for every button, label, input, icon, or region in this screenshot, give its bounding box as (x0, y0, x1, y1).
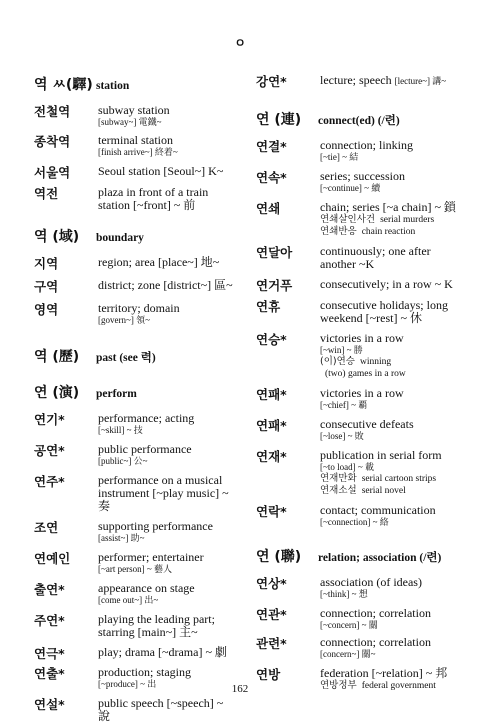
entry-gloss: association (of ideas) (320, 575, 422, 589)
right-column (256, 74, 456, 692)
entry-definition (320, 170, 456, 194)
heading-gloss: connect(ed) (/련) (318, 115, 400, 127)
entry-definition (320, 201, 456, 238)
entry-gloss: consecutive defeats (320, 417, 414, 431)
entry-definition (98, 412, 234, 436)
entry-etymology: [~win] ~ 勝 (320, 345, 363, 355)
entry-etymology: [~art person] ~ 藝人 (98, 564, 172, 574)
entry-word: 연결* (256, 139, 287, 154)
entry-gloss: federation [~relation] ~ 邦 (320, 666, 448, 680)
entry-gloss: connection; linking (320, 138, 413, 152)
entry-gloss: consecutive holidays; long weekend [~rest] ~ 休 (320, 298, 448, 325)
entry-definition (98, 302, 234, 326)
entry-definition (98, 474, 234, 513)
dictionary-entry (256, 278, 456, 293)
heading-word: 연 (聯) (256, 549, 302, 565)
heading-gloss: boundary (96, 232, 144, 244)
entry-definition (98, 279, 234, 292)
heading-word: 연 (演) (34, 385, 80, 401)
entry-gloss: connection; correlation (320, 606, 431, 620)
entry-gloss: consecutively; in a row ~ K (320, 277, 453, 291)
entry-etymology: [~concern] ~ 關 (320, 620, 378, 630)
entry-definition (320, 449, 456, 497)
dictionary-entry (256, 449, 456, 497)
dictionary-entry (256, 387, 456, 411)
entry-definition (320, 504, 456, 528)
entry-word: 연패* (256, 418, 287, 433)
sub-entry (320, 473, 456, 485)
dictionary-entry (256, 418, 456, 442)
left-column (34, 74, 234, 723)
sub-entry-word: 연재만화 (320, 473, 357, 484)
section-heading (34, 74, 234, 94)
entry-gloss: performance on a musical instrument [~play music] ~奏 (98, 473, 229, 513)
sub-entry (320, 356, 456, 368)
entry-word: 연락* (256, 504, 287, 519)
sub-entry-word: (이)연승 (320, 356, 355, 367)
heading-gloss: past (see 력) (96, 352, 156, 364)
entry-definition (98, 646, 234, 659)
entry-definition (320, 332, 456, 380)
sub-entry (320, 214, 456, 226)
heading-gloss: relation; association (/련) (318, 552, 442, 564)
dictionary-entry (34, 279, 234, 294)
dictionary-entry (256, 576, 456, 600)
entry-etymology: [~lose] ~ 敗 (320, 431, 364, 441)
entry-etymology: [govern~] 領~ (98, 315, 150, 325)
entry-gloss: district; zone [district~] 區~ (98, 278, 233, 292)
entry-definition (98, 613, 234, 639)
dictionary-entry (256, 504, 456, 528)
entry-gloss: region; area [place~] 地~ (98, 255, 220, 269)
entry-gloss: performer; entertainer (98, 550, 204, 564)
entry-gloss: territory; domain (98, 301, 180, 315)
entry-gloss-line (320, 74, 456, 87)
entry-etymology: [assist~] 助~ (98, 533, 145, 543)
entry-etymology: [concern~] 關~ (320, 649, 376, 659)
entry-word: 연휴 (256, 299, 281, 314)
entry-definition (320, 576, 456, 600)
sub-entry-gloss: federal government (361, 681, 436, 691)
dictionary-entry (34, 165, 234, 180)
heading-word: 연 (連) (256, 112, 302, 128)
sub-entry (320, 368, 456, 380)
entry-definition (98, 443, 234, 467)
entry-gloss: series; succession (320, 169, 405, 183)
dictionary-entry (256, 74, 456, 89)
entry-definition (98, 165, 234, 178)
entry-definition (98, 134, 234, 158)
entry-word: 연설* (34, 697, 65, 712)
dictionary-entry (256, 170, 456, 194)
entry-etymology: [subway~] 電鐵~ (98, 117, 162, 127)
dictionary-entry (256, 636, 456, 660)
heading-word: 역 (歷) (34, 349, 80, 365)
entry-gloss: chain; series [~a chain] ~ 鎖 (320, 200, 456, 214)
entry-definition (98, 697, 234, 723)
entry-etymology: [~skill] ~ 技 (98, 425, 143, 435)
dictionary-entry (256, 607, 456, 631)
entry-definition (320, 139, 456, 163)
entry-gloss: victories in a row (320, 331, 404, 345)
entry-gloss: plaza in front of a train station [~front] ~ 前 (98, 185, 209, 212)
sub-entry-gloss: winning (359, 357, 392, 367)
dictionary-entry (34, 697, 234, 723)
entry-gloss: performance; acting (98, 411, 195, 425)
entry-word: 구역 (34, 279, 59, 294)
entry-word: 연방 (256, 667, 281, 682)
entry-gloss: terminal station (98, 133, 173, 147)
entry-definition (98, 256, 234, 269)
entry-gloss: continuously; one after another ~K (320, 244, 431, 271)
entry-etymology: [public~] 公~ (98, 456, 148, 466)
entry-gloss: play; drama [~drama] ~ 劇 (98, 645, 227, 659)
entry-word: 연속* (256, 170, 287, 185)
dictionary-entry (34, 256, 234, 271)
entry-word: 영역 (34, 302, 59, 317)
entry-word: 서울역 (34, 165, 71, 180)
entry-definition (320, 607, 456, 631)
entry-etymology: [~continue] ~ 續 (320, 183, 381, 193)
entry-etymology: [~chief] ~ 覇 (320, 400, 368, 410)
entry-word: 출연* (34, 582, 65, 597)
entry-definition (98, 186, 234, 212)
dictionary-entry (34, 134, 234, 158)
heading-gloss: station (96, 80, 130, 92)
entry-gloss: publication in serial form (320, 448, 442, 462)
section-heading (34, 346, 234, 366)
dictionary-entry (34, 582, 234, 606)
entry-gloss: production; staging (98, 665, 191, 679)
entry-gloss: playing the leading part; starring [main~] 主~ (98, 612, 215, 639)
entry-definition (98, 582, 234, 606)
entry-word: 연관* (256, 607, 287, 622)
entry-gloss: lecture; speech (320, 73, 392, 87)
entry-etymology: [~connection] ~ 絡 (320, 517, 389, 527)
sub-entry (320, 226, 456, 238)
entry-word: 연극* (34, 646, 65, 661)
dictionary-entry (256, 332, 456, 380)
entry-etymology: [come out~] 出~ (98, 595, 159, 605)
entry-word: 연상* (256, 576, 287, 591)
dictionary-entry (34, 520, 234, 544)
entry-word: 강연* (256, 74, 287, 89)
entry-gloss: connection; correlation (320, 635, 431, 649)
page-number: 162 (231, 683, 249, 695)
dictionary-entry (34, 186, 234, 212)
entry-word: 연승* (256, 332, 287, 347)
sub-entry-gloss: chain reaction (361, 227, 416, 237)
entry-gloss: supporting performance (98, 519, 213, 533)
sub-entry-word: 연쇄살인사건 (320, 214, 376, 225)
sub-entry-gloss: serial cartoon strips (361, 474, 437, 484)
entry-definition (98, 520, 234, 544)
entry-etymology: [finish arrive~] 終着~ (98, 147, 178, 157)
entry-word: 연예인 (34, 551, 71, 566)
entry-definition (98, 104, 234, 128)
entry-word: 주연* (34, 613, 65, 628)
entry-etymology: [~produce] ~ 出 (98, 679, 157, 689)
sub-entry-gloss: serial murders (380, 215, 435, 225)
section-heading (256, 546, 456, 566)
sub-entry-gloss: (two) games in a row (325, 369, 406, 379)
dictionary-entry (34, 443, 234, 467)
section-heading (256, 109, 456, 129)
section-heading (34, 226, 234, 246)
dictionary-entry (256, 245, 456, 271)
entry-gloss: contact; communication (320, 503, 436, 517)
entry-word: 연출* (34, 666, 65, 681)
entry-word: 관련* (256, 636, 287, 651)
dictionary-entry (34, 302, 234, 326)
entry-definition (320, 418, 456, 442)
entry-definition (320, 245, 456, 271)
entry-definition (98, 551, 234, 575)
heading-gloss: perform (96, 388, 137, 400)
entry-etymology: [~think] ~ 想 (320, 589, 368, 599)
entry-definition (320, 278, 456, 291)
sub-entry-word: 연쇄반응 (320, 226, 357, 237)
entry-word: 연패* (256, 387, 287, 402)
heading-word: 역 (域) (34, 229, 80, 245)
dictionary-entry (34, 613, 234, 639)
entry-gloss: public speech [~speech] ~ 說 (98, 696, 224, 723)
entry-definition (320, 387, 456, 411)
sub-entry-word: 연방정부 (320, 680, 357, 691)
dictionary-entry (34, 104, 234, 128)
dictionary-entry (34, 551, 234, 575)
entry-word: 역전 (34, 186, 59, 201)
entry-definition (320, 74, 456, 87)
heading-word: 역 ㅆ(驛) (34, 77, 93, 93)
sub-entry-word: 연재소설 (320, 485, 357, 496)
entry-gloss: victories in a row (320, 386, 404, 400)
dictionary-entry (256, 299, 456, 325)
sub-entry (320, 485, 456, 497)
entry-word: 연쇄 (256, 201, 281, 216)
dictionary-entry (34, 412, 234, 436)
entry-word: 지역 (34, 256, 59, 271)
entry-gloss: subway station (98, 103, 170, 117)
entry-gloss: appearance on stage (98, 581, 195, 595)
entry-word: 연거푸 (256, 278, 293, 293)
page-header-glyph: ㅇ (234, 36, 246, 50)
entry-word: 연달아 (256, 245, 293, 260)
sub-entry-gloss: serial novel (361, 486, 406, 496)
entry-definition (320, 299, 456, 325)
dictionary-entry (256, 139, 456, 163)
entry-word: 조연 (34, 520, 59, 535)
entry-definition (320, 636, 456, 660)
entry-gloss: public performance (98, 442, 192, 456)
entry-etymology: [~tie] ~ 結 (320, 152, 359, 162)
entry-word: 연기* (34, 412, 65, 427)
entry-word: 연재* (256, 449, 287, 464)
entry-word: 전철역 (34, 104, 71, 119)
entry-word: 공연* (34, 443, 65, 458)
dictionary-entry (34, 474, 234, 513)
entry-gloss: Seoul station [Seoul~] K~ (98, 164, 224, 178)
dictionary-entry (34, 646, 234, 661)
entry-etymology: [~to load] ~ 載 (320, 462, 374, 472)
section-heading (34, 382, 234, 402)
entry-word: 종착역 (34, 134, 71, 149)
entry-word: 연주* (34, 474, 65, 489)
entry-etymology: [lecture~] 講~ (394, 76, 447, 86)
dictionary-entry (256, 201, 456, 238)
